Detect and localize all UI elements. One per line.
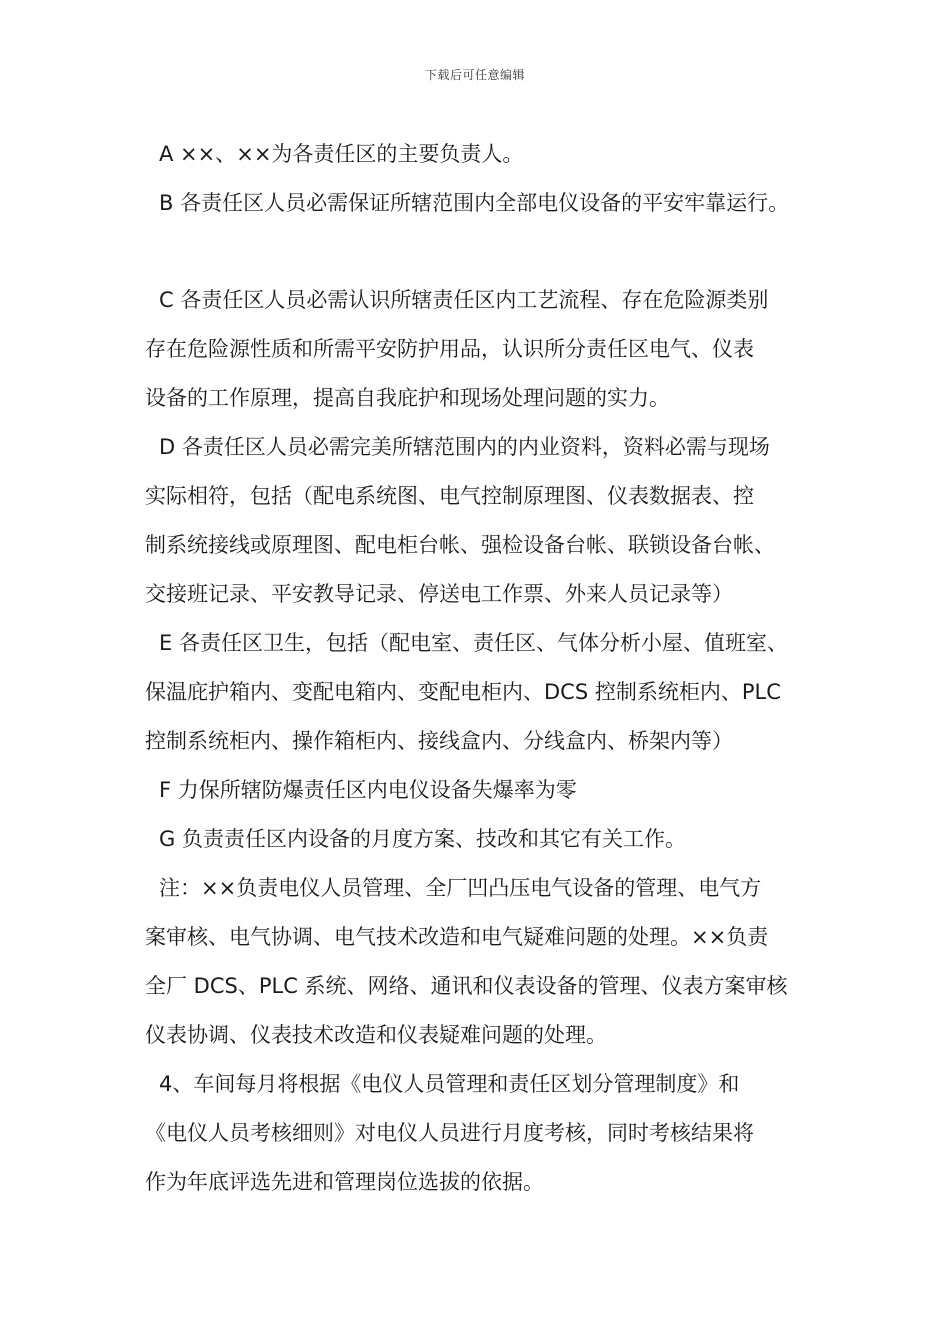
item-4-line-3: 作为年底评选先进和管理岗位选拔的依据。	[145, 1170, 544, 1194]
paragraph-e-line-1: E 各责任区卫生，包括（配电室、责任区、气体分析小屋、值班室、	[159, 631, 788, 655]
blank-line	[145, 228, 835, 276]
paragraph-f: F 力保所辖防爆责任区内电仪设备失爆率为零	[159, 778, 577, 802]
document-body	[145, 130, 835, 1207]
note-line-3: 全厂 DCS、PLC 系统、网络、通讯和仪表设备的管理、仪表方案审核	[145, 974, 788, 998]
item-4-line-2: 《电仪人员考核细则》对电仪人员进行月度考核，同时考核结果将	[145, 1121, 754, 1145]
note-line-4: 仪表协调、仪表技术改造和仪表疑难问题的处理。	[145, 1023, 607, 1047]
paragraph-c-line-1: C 各责任区人员必需认识所辖责任区内工艺流程、存在危险源类别	[159, 288, 769, 312]
paragraph-d-line-4: 交接班记录、平安教导记录、停送电工作票、外来人员记录等）	[145, 582, 733, 606]
note-line-2: 案审核、电气协调、电气技术改造和电气疑难问题的处理。××负责	[145, 925, 769, 949]
paragraph-d-line-1: D 各责任区人员必需完美所辖范围内的内业资料，资料必需与现场	[159, 435, 770, 459]
paragraph-b: B 各责任区人员必需保证所辖范围内全部电仪设备的平安牢靠运行。	[159, 191, 790, 215]
item-4-line-1: 4、车间每月将根据《电仪人员管理和责任区划分管理制度》和	[159, 1072, 740, 1096]
paragraph-d-line-2: 实际相符，包括（配电系统图、电气控制原理图、仪表数据表、控	[145, 484, 754, 508]
paragraph-d-line-3: 制系统接线或原理图、配电柜台帐、强检设备台帐、联锁设备台帐、	[145, 533, 775, 557]
paragraph-g: G 负责责任区内设备的月度方案、技改和其它有关工作。	[159, 827, 686, 851]
paragraph-a: A ××、××为各责任区的主要负责人。	[159, 142, 524, 166]
paragraph-c-line-3: 设备的工作原理，提高自我庇护和现场处理问题的实力。	[145, 386, 670, 410]
paragraph-e-line-3: 控制系统柜内、操作箱柜内、接线盒内、分线盒内、桥架内等）	[145, 729, 733, 753]
paragraph-e-line-2: 保温庇护箱内、变配电箱内、变配电柜内、DCS 控制系统柜内、PLC	[145, 680, 781, 704]
note-line-1: 注：××负责电仪人员管理、全厂凹凸压电气设备的管理、电气方	[159, 876, 762, 900]
paragraph-c-line-2: 存在危险源性质和所需平安防护用品，认识所分责任区电气、仪表	[145, 337, 754, 361]
page-header: 下载后可任意编辑	[424, 68, 525, 82]
